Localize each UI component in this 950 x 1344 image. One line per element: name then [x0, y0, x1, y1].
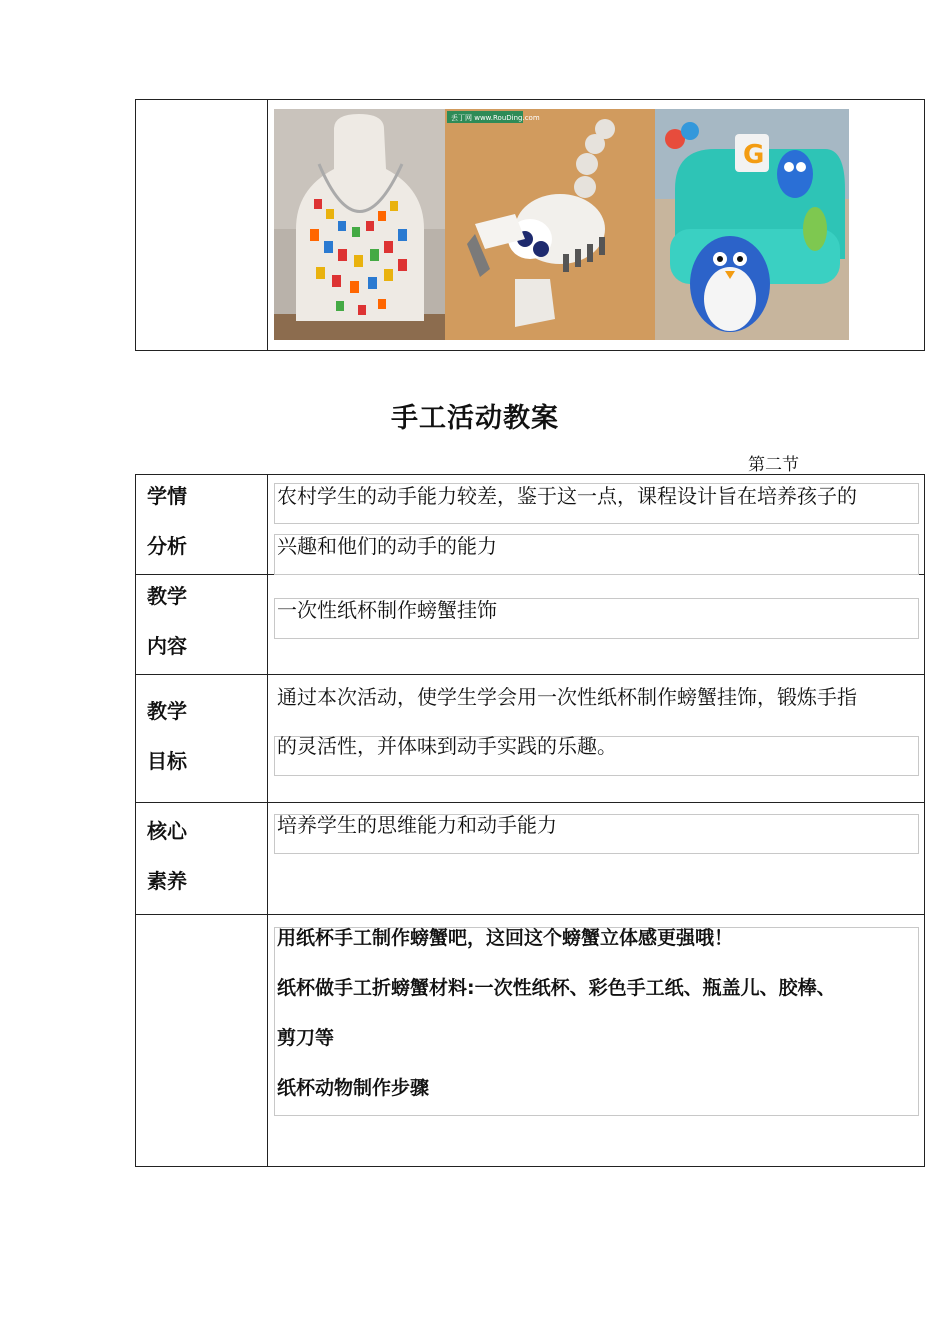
row-label-learning-analysis-1: 学情 — [147, 484, 187, 508]
svg-text:丢丁网 www.RouDing.com: 丢丁网 www.RouDing.com — [451, 114, 540, 122]
svg-text:G: G — [743, 140, 765, 170]
core-literacy-text: 培养学生的思维能力和动手能力 — [277, 813, 557, 837]
steps-heading: 纸杯动物制作步骤 — [277, 1077, 430, 1099]
activity-intro-text: 用纸杯手工制作螃蟹吧，这回这个螃蟹立体感更强哦！ — [277, 927, 734, 949]
materials-text-1: 纸杯做手工折螃蟹材料:一次性纸杯、彩色手工纸、瓶盖儿、胶棒、 — [277, 977, 836, 999]
materials-text-2: 剪刀等 — [277, 1027, 335, 1049]
row-label-core-literacy-1: 核心 — [147, 819, 187, 843]
column-divider — [267, 474, 268, 1167]
row-label-teaching-content-1: 教学 — [147, 584, 187, 608]
teaching-goal-text-2: 的灵活性，并体味到动手实践的乐趣。 — [277, 734, 617, 758]
teaching-content-text: 一次性纸杯制作螃蟹挂饰 — [277, 598, 497, 622]
row-label-teaching-goal-2: 目标 — [147, 749, 187, 773]
clay-penguin-photo — [655, 109, 849, 340]
row-label-teaching-content-2: 内容 — [147, 634, 187, 658]
row-label-learning-analysis-2: 分析 — [147, 534, 187, 558]
document-title: 手工活动教案 — [391, 403, 559, 434]
scorpion-photo — [445, 109, 655, 340]
section-number: 第二节 — [748, 455, 799, 475]
row-label-core-literacy-2: 素养 — [147, 869, 187, 893]
necklace-photo — [274, 109, 445, 340]
activity-photo-strip — [274, 109, 849, 340]
learning-analysis-text-2: 兴趣和他们的动手的能力 — [277, 534, 497, 558]
teaching-goal-text-1: 通过本次活动，使学生学会用一次性纸杯制作螃蟹挂饰，锻炼手指 — [277, 685, 857, 709]
row-label-teaching-goal-1: 教学 — [147, 699, 187, 723]
column-divider — [267, 99, 268, 351]
learning-analysis-text-1: 农村学生的动手能力较差，鉴于这一点，课程设计旨在培养孩子的 — [277, 484, 857, 508]
